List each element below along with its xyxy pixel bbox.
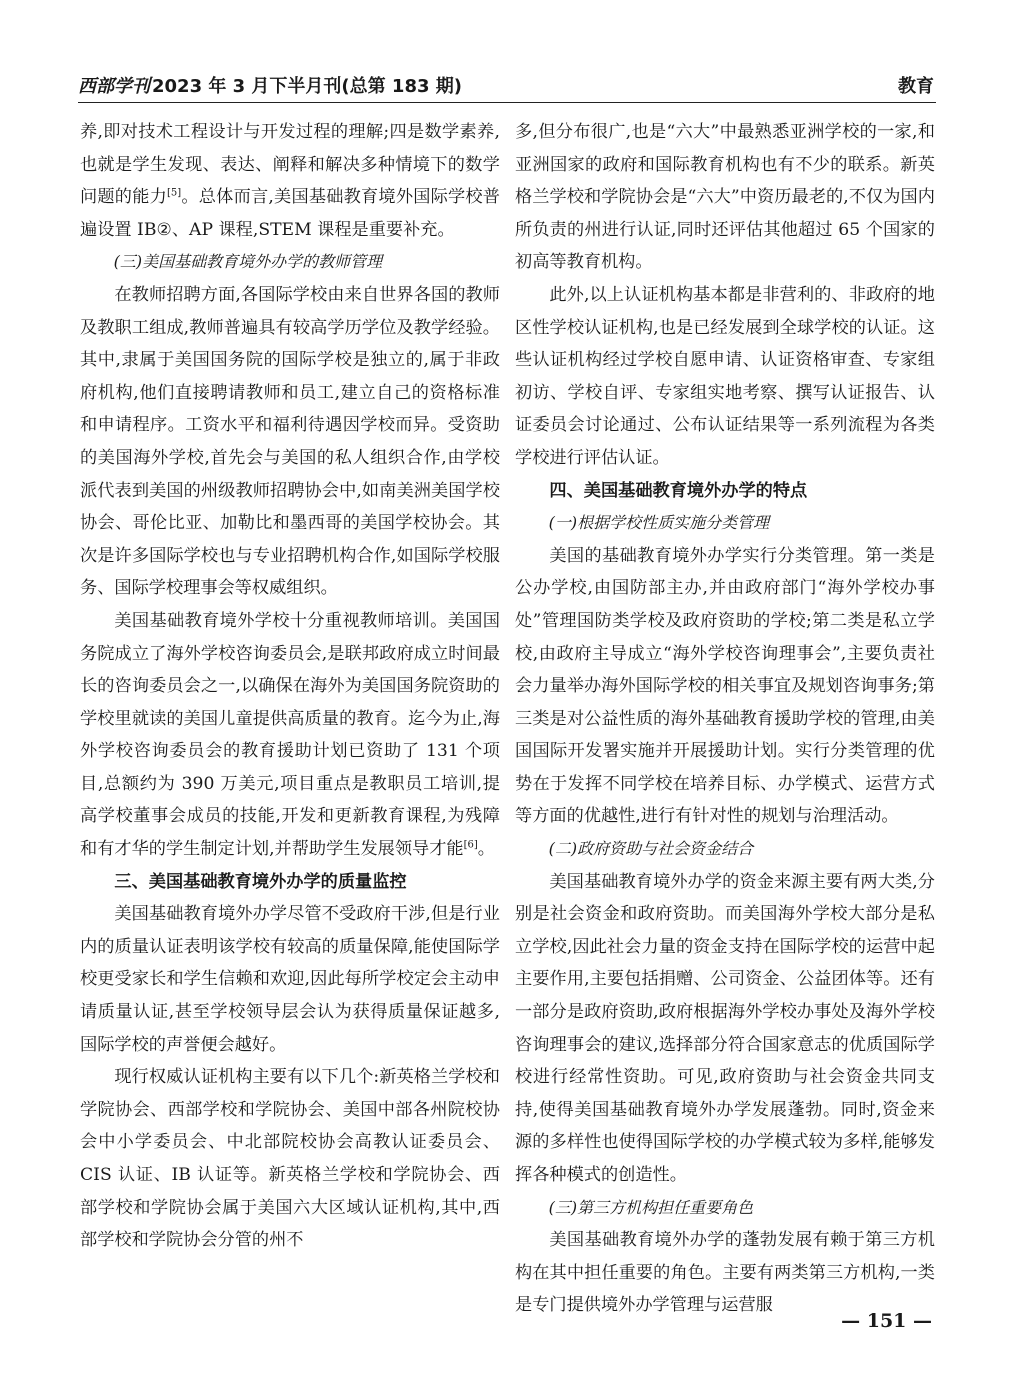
body-paragraph [80, 898, 500, 1061]
body-paragraph [515, 116, 935, 279]
text-run: 美国基础教育境外办学尽管不受政府干涉,但是行业内的质量认证表明该学校有较高的质量保障,能使国际学校更受家长和学生信赖和欢迎,因此每所学校定会主动申请质量认证,甚至学校领导层会认为获得质量保证越多,国际学校的声誉便会越好。 [80, 904, 500, 1055]
text-run: 。 [477, 839, 495, 860]
issue-info: 2023 年 3 月下半月刊(总第 183 期) [152, 76, 462, 97]
body-paragraph [80, 279, 500, 605]
text-run: 多,但分布很广,也是“六大”中最熟悉亚洲学校的一家,和亚洲国家的政府和国际教育机构也有不少的联系。新英格兰学校和学院协会是“六大”中资历最老的,不仅为国内所负责的州进行认证,同时还评估其他超过 65 个国家的初高等教育机构。 [515, 122, 935, 273]
body-paragraph [80, 116, 500, 246]
subsection-heading [515, 833, 935, 866]
body-paragraph [80, 1061, 500, 1257]
text-run: (二)政府资助与社会资金结合 [548, 839, 754, 859]
subsection-heading [515, 1192, 935, 1225]
text-run: 养,即对技术工程设计与开发过程的理解;四是数学素养,也就是学生发现、表达、阐释和解决多种情境下的数学问题的能力 [80, 122, 500, 208]
text-run: 在教师招聘方面,各国际学校由来自世界各国的教师及教职工组成,教师普遍具有较高学历学位及教学经验。其中,隶属于美国国务院的国际学校是独立的,属于非政府机构,他们直接聘请教师和员工,建立自己的资格标准和申请程序。工资水平和福利待遇因学校而异。受资助的美国海外学校,首先会与美国的私人组织合作,由学校派代表到美国的州级教师招聘协会中,如南美洲美国学校协会、哥伦比亚、加勒比和墨西哥的美国学校协会。其次是许多国际学校也与专业招聘机构合作,如国际学校服务、国际学校理事会等权威组织。 [80, 284, 500, 599]
body-paragraph [515, 866, 935, 1192]
text-run: (三)第三方机构担任重要角色 [548, 1197, 754, 1217]
section-heading [515, 475, 935, 508]
text-run: 美国基础教育境外学校十分重视教师培训。美国国务院成立了海外学校咨询委员会,是联邦政府成立时间最长的咨询委员会之一,以确保在海外为美国国务院资助的学校里就读的美国儿童提供高质量的教育。迄今为止,海外学校咨询委员会的教育援助计划已资助了 131 个项目,总额约为 390 万美元,项目重点是教职员工培训,提高学校董事会成员的技能,开发和更新教育课程,为残障和有才华的学生制定计划,并帮助学生发展领导才能 [80, 610, 500, 860]
section-heading [80, 866, 500, 899]
subsection-heading [515, 507, 935, 540]
text-run: 美国基础教育境外办学的蓬勃发展有赖于第三方机构在其中担任重要的角色。主要有两类第三方机构,一类是专门提供境外办学管理与运营服 [515, 1230, 935, 1316]
text-run: 此外,以上认证机构基本都是非营利的、非政府的地区性学校认证机构,也是已经发展到全球学校的认证。这些认证机构经过学校自愿申请、认证资格审查、专家组初访、学校自评、专家组实地考察、撰写认证报告、认证委员会讨论通过、公布认证结果等一系列流程为各类学校进行评估认证。 [515, 284, 935, 468]
body-paragraph [515, 540, 935, 833]
text-run: 现行权威认证机构主要有以下几个:新英格兰学校和学院协会、西部学校和学院协会、美国中部各州院校协会中小学委员会、中北部院校协会高教认证委员会、CIS 认证、IB 认证等。新英格兰学校和学院协会、西部学校和学院协会属于美国六大区域认证机构,其中,西部学校和学院协会分管的州不 [80, 1067, 500, 1251]
text-run: 美国的基础教育境外办学实行分类管理。第一类是公办学校,由国防部主办,并由政府部门“海外学校办事处”管理国防类学校及政府资助的学校;第二类是私立学校,由政府主导成立“海外学校咨询理事会”,主要负责社会力量举办海外国际学校的相关事宜及规划咨询事务;第三类是对公益性质的海外基础教育援助学校的管理,由美国国际开发署实施并开展援助计划。实行分类管理的优势在于发挥不同学校在培养目标、办学模式、运营方式等方面的优越性,进行有针对性的规划与治理活动。 [515, 545, 935, 827]
section-label: 教育 [898, 76, 934, 97]
right-column [515, 116, 935, 1322]
citation-ref: [6] [463, 839, 478, 851]
subsection-heading [80, 246, 500, 279]
journal-masthead [78, 72, 462, 98]
citation-ref: [5] [167, 187, 182, 199]
text-run: (三)美国基础教育境外办学的教师管理 [113, 252, 383, 272]
journal-logo: 西部学刊 [78, 76, 150, 97]
body-paragraph [515, 1224, 935, 1322]
running-header [78, 68, 936, 103]
text-run: 四、美国基础教育境外办学的特点 [549, 480, 808, 501]
left-column [80, 116, 500, 1257]
body-paragraph [515, 279, 935, 475]
text-run: 三、美国基础教育境外办学的质量监控 [114, 871, 407, 892]
body-paragraph [80, 605, 500, 866]
text-run: (一)根据学校性质实施分类管理 [548, 513, 770, 533]
text-run: 美国基础教育境外办学的资金来源主要有两大类,分别是社会资金和政府资助。而美国海外学校大部分是私立学校,因此社会力量的资金支持在国际学校的运营中起主要作用,主要包括捐赠、公司资金、公益团体等。还有一部分是政府资助,政府根据海外学校办事处及海外学校咨询理事会的建议,选择部分符合国家意志的优质国际学校进行经常性资助。可见,政府资助与社会资金共同支持,使得美国基础教育境外办学发展蓬勃。同时,资金来源的多样性也使得国际学校的办学模式较为多样,能够发挥各种模式的创造性。 [515, 871, 935, 1185]
page-number: — 151 — [841, 1310, 932, 1332]
text-run: 。总体而言,美国基础教育境外国际学校普遍设置 IB②、AP 课程,STEM 课程是重要补充。 [80, 187, 500, 240]
